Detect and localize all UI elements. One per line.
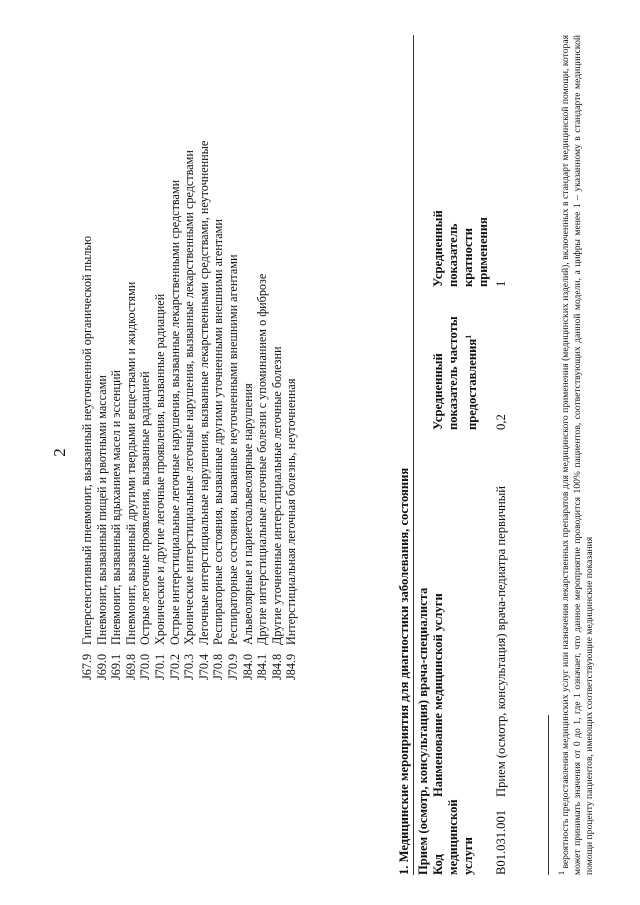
footnote-divider: [548, 715, 549, 875]
diagnosis-name: Респираторные состояния, вызванные неуточненными внешними агентами: [225, 254, 240, 645]
diagnosis-code: J70.8: [211, 653, 226, 680]
diagnosis-code: J70.9: [225, 653, 240, 680]
diagnosis-code: J70.1: [152, 653, 167, 680]
diagnosis-code: J70.0: [138, 653, 153, 680]
diagnosis-code-row: [168, 80, 183, 680]
page-number: 2: [50, 448, 69, 457]
diagnosis-code: J84.9: [284, 653, 299, 680]
diagnosis-name: Другие уточненные интерстициальные легочные болезни: [269, 346, 284, 645]
diagnosis-code-row: [80, 80, 95, 680]
services-table: [431, 30, 509, 875]
table-header-row: [431, 30, 491, 875]
diagnosis-name: Острые легочные проявления, вызванные радиацией: [138, 371, 153, 645]
diagnosis-code: J70.3: [182, 653, 197, 680]
diagnosis-code-row: [211, 80, 226, 680]
diagnosis-code: J69.8: [123, 653, 138, 680]
diagnosis-code: J69.1: [109, 653, 124, 680]
table-body: [494, 30, 509, 875]
diagnosis-name: Легочные интерстициальные нарушения, вызванные лекарственными средствами, неуточненные: [196, 140, 211, 645]
cell-multiplicity: 1: [494, 280, 508, 287]
diagnosis-name: Альвеолярные и париетоальвеолярные нарушения: [240, 383, 255, 645]
diagnosis-name: Пневмонит, вызванный пищей и рвотными массами: [94, 375, 109, 645]
diagnosis-code-row: [255, 80, 270, 680]
cell-name: Прием (осмотр, консультация) врача-педиатра первичный: [494, 486, 508, 797]
diagnosis-code-row: [138, 80, 153, 680]
diagnosis-code-row: [270, 80, 285, 680]
diagnosis-code: J70.2: [167, 653, 182, 680]
diagnosis-code-row: [284, 80, 299, 680]
diagnosis-code-row: [109, 80, 124, 680]
section-title: 1. Медицинские мероприятия для диагностики заболевания, состояния: [397, 467, 411, 875]
diagnosis-name: Пневмонит, вызванный другими твердыми веществами и жидкостями: [123, 281, 138, 645]
diagnosis-name: Острые интерстициальные легочные нарушения, вызванные лекарственными средствами: [167, 179, 182, 645]
diagnosis-code: J67.9: [80, 653, 94, 680]
diagnosis-code-row: [182, 80, 197, 680]
diagnosis-code-row: [95, 80, 110, 680]
diagnosis-name: Гиперсенситивный пневмонит, вызванный неуточненной органической пылью: [80, 235, 94, 645]
footnote-ref: 1: [464, 334, 473, 339]
diagnosis-name: Другие интерстициальные легочные болезни с упоминанием о фиброзе: [255, 273, 270, 645]
header-code: Код медицинской услуги: [431, 799, 475, 875]
diagnosis-code: J69.0: [94, 653, 109, 680]
header-frequency: Усредненный показатель частоты предоставления$^1$: [431, 316, 480, 430]
diagnosis-name: Хронические и другие легочные проявления, вызванные радиацией: [152, 293, 167, 645]
diagnosis-code-row: [226, 80, 241, 680]
table-row: [494, 30, 509, 875]
header-name: Наименование медицинской услуги: [431, 593, 445, 797]
diagnosis-code-row: [197, 80, 212, 680]
section-divider: [413, 35, 414, 875]
header-multiplicity: Усредненный показатель кратности применения: [431, 210, 490, 287]
subsection-title: Прием (осмотр, консультация) врача-специалиста: [416, 587, 430, 875]
diagnosis-code: J84.8: [269, 653, 284, 680]
cell-code: B01.031.001: [494, 809, 508, 875]
diagnosis-name: Хронические интерстициальные легочные нарушения, вызванные лекарственными средствами: [182, 150, 197, 645]
diagnosis-code-row: [153, 80, 168, 680]
footnote-mark: 1: [557, 871, 566, 875]
diagnosis-code: J70.4: [196, 653, 211, 680]
cell-frequency: 0,2: [494, 414, 508, 430]
diagnosis-name: Интерстициальная легочная болезнь, неуточненная: [284, 378, 299, 645]
diagnosis-name: Респираторные состояния, вызванные другими уточненными внешними агентами: [211, 219, 226, 645]
footnote-text: вероятность предоставления медицинских услуг или назначения лекарственных препаратов для медицинского применения (медицинских изделий), включенных в стандарт медицинской помощи, которая может принимать значения от 0 до 1, где 1 означает, что данное мероприятие проводится 100% пациентов, соответствующих данной модели, а цифры менее 1 – указанному в стандарте медицинской помощи проценту пациентов, имеющих соответствующие медицинские показания: [560, 35, 596, 875]
diagnosis-code-row: [124, 80, 139, 680]
diagnosis-name: Пневмонит, вызванный вдыханием масел и эссенций: [109, 370, 124, 645]
diagnosis-code: J84.1: [255, 653, 270, 680]
footnote: [556, 35, 596, 875]
diagnosis-code: J84.0: [240, 653, 255, 680]
diagnosis-code-row: [241, 80, 256, 680]
diagnosis-code-list: [80, 80, 299, 680]
